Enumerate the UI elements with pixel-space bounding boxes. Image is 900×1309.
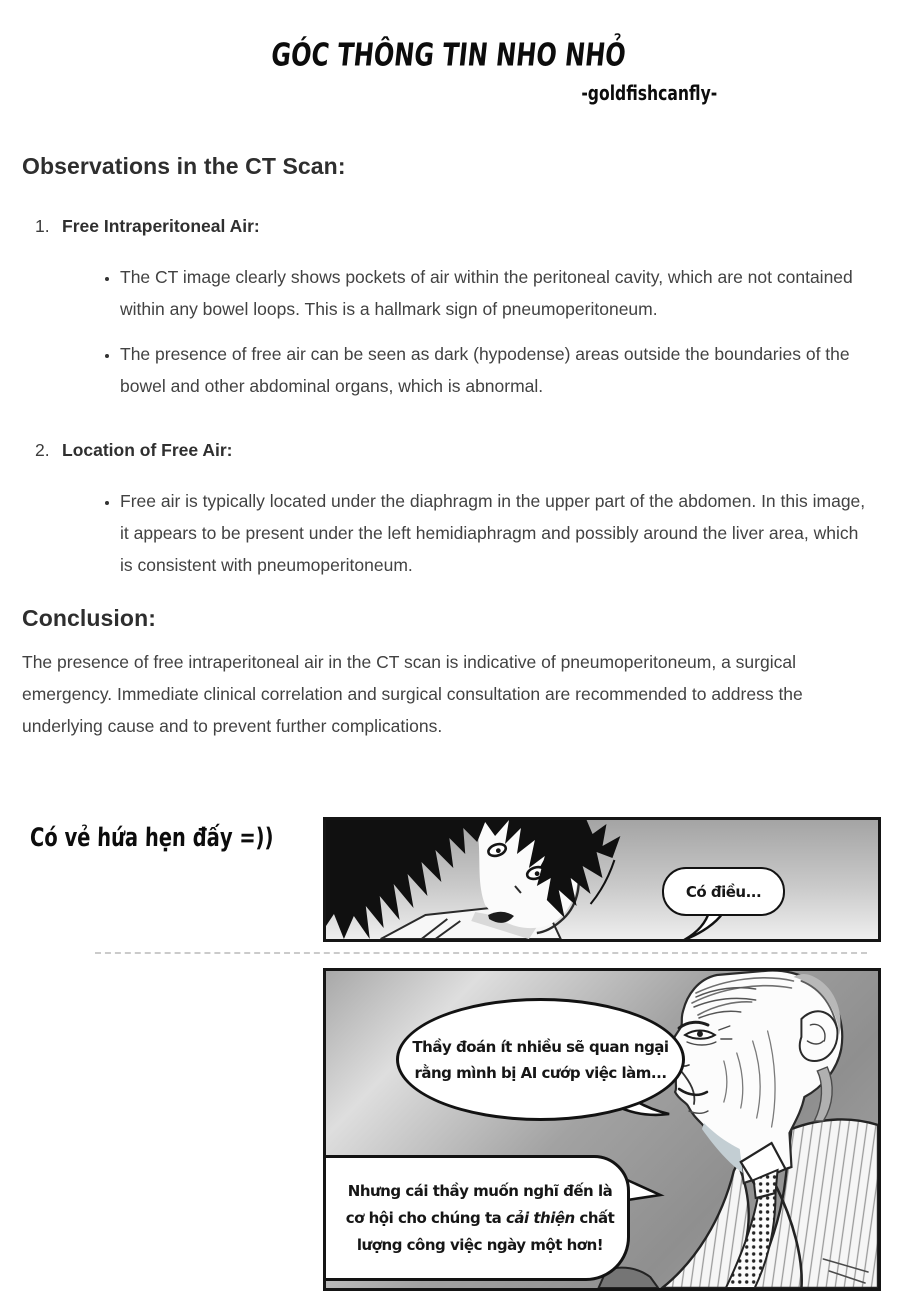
- item-number: 2.: [35, 440, 50, 460]
- torn-scan-divider: [95, 952, 867, 954]
- page-title: GÓC THÔNG TIN NHO NHỎ: [269, 37, 628, 74]
- manga-panel-2: [323, 968, 881, 1291]
- bullet-point: • The CT image clearly shows pockets of air within the peritoneal cavity, which are not contained within any bowel loops. This is a hallmark sign of pneumoperitoneum.: [120, 261, 867, 325]
- speech-bubble-co-dieu: [662, 867, 785, 916]
- item-number: 1.: [35, 216, 50, 236]
- manga-section: [0, 808, 900, 1309]
- bullet-point: • The presence of free air can be seen as dark (hypodense) areas outside the boundaries of the bowel and other abdominal organs, which is abnormal.: [120, 338, 867, 402]
- translator-credit: -goldfishcanfly-: [581, 81, 717, 105]
- translator-note: Có vẻ hứa hẹn đấy =)): [29, 822, 274, 853]
- panel1-artwork: [326, 820, 878, 939]
- bubble-text-italic: cải thiện: [505, 1208, 575, 1227]
- conclusion-heading: Conclusion:: [22, 605, 156, 631]
- list-item-free-air: [35, 216, 875, 402]
- manga-panel-1: [323, 817, 881, 942]
- bubble-text-line: rằng mình bị AI cướp việc làm...: [414, 1063, 667, 1082]
- observations-list: [22, 216, 875, 581]
- bubble-text-line: Thầy đoán ít nhiều sẽ quan ngại: [412, 1037, 669, 1056]
- bubble-text-line: Nhưng cái thầy muốn nghĩ đến là: [347, 1181, 613, 1200]
- bubble-text-line: lượng công việc ngày một hơn!: [356, 1235, 604, 1254]
- bullet-point: • Free air is typically located under the diaphragm in the upper part of the abdomen. In this image, it appears to be present under the left hemidiaphragm and possibly around the liver area, which is consistent with pneumoperitoneum.: [120, 485, 867, 581]
- speech-bubble-improve: [323, 1155, 630, 1281]
- speech-bubble-ai-worry: [396, 998, 685, 1121]
- bubble-text: Có điều...: [685, 882, 762, 901]
- bubble-text-segment: chất: [574, 1208, 615, 1227]
- conclusion-paragraph: The presence of free intraperitoneal air in the CT scan is indicative of pneumoperitoneum, a surgical emergency. Immediate clinical correlation and surgical consultation are recommended to address the underlying cause and to prevent further complications.: [22, 652, 803, 736]
- bubble-text-segment: cơ hội cho chúng ta: [345, 1208, 506, 1227]
- observations-heading: Observations in the CT Scan:: [22, 153, 346, 179]
- item-label: Location of Free Air:: [62, 440, 233, 460]
- item-label: Free Intraperitoneal Air:: [62, 216, 260, 236]
- info-page: [0, 38, 900, 742]
- bubble-text-line: [346, 1205, 615, 1232]
- list-item-location: [35, 440, 875, 581]
